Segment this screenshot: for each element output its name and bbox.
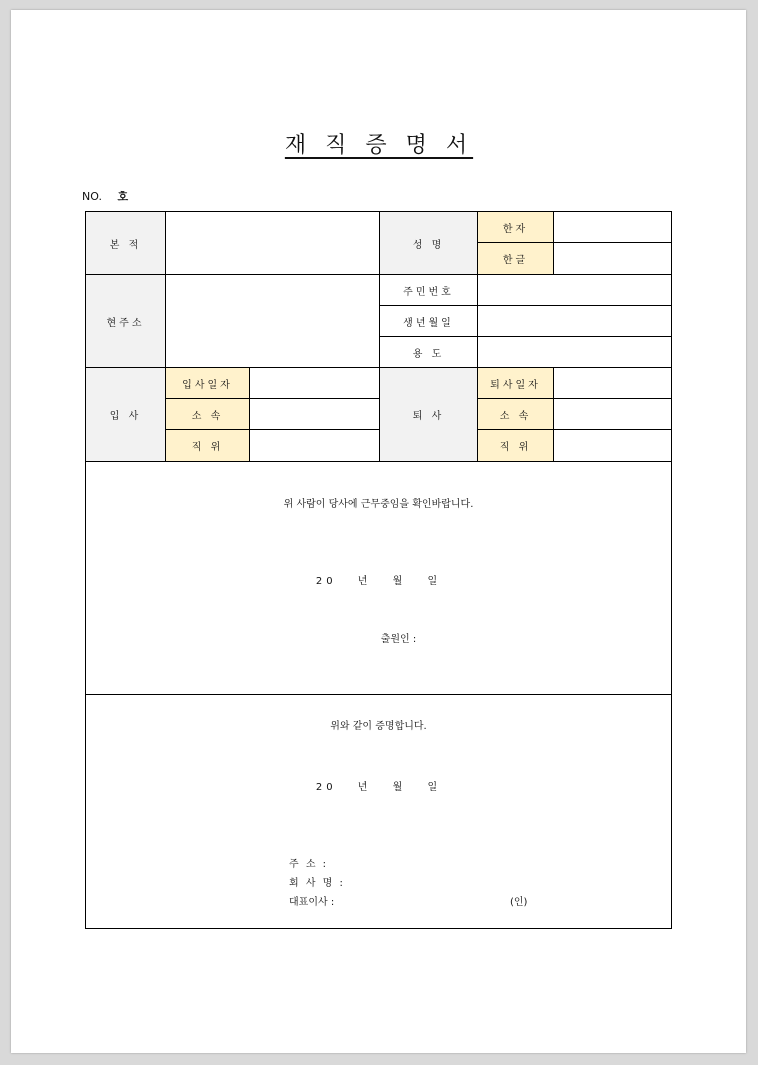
cert-text: 위와 같이 증명합니다. [330, 721, 427, 732]
field-entry-date[interactable] [250, 368, 380, 399]
cert-address-label: 주 소 : [289, 859, 329, 870]
request-date: 20 년 월 일 [315, 576, 442, 587]
label-hanja: 한자 [478, 212, 554, 243]
field-entry-position[interactable] [250, 430, 380, 462]
seal-mark: (인) [510, 897, 528, 908]
field-purpose[interactable] [478, 337, 672, 368]
request-text: 위 사람이 당사에 근무중임을 확인바랍니다. [283, 499, 474, 510]
field-birth[interactable] [478, 306, 672, 337]
label-hangul: 한글 [478, 243, 554, 275]
cert-ceo-label: 대표이사 : [289, 897, 335, 908]
label-exit-position: 직 위 [478, 430, 554, 462]
field-exit-date[interactable] [554, 368, 672, 399]
cert-date: 20 년 월 일 [315, 782, 442, 793]
field-hanja[interactable] [554, 212, 672, 243]
label-bonjeok: 본 적 [86, 212, 166, 275]
certificate-table [85, 211, 672, 929]
label-entry-dept: 소 속 [166, 399, 250, 430]
label-resident-no: 주민번호 [380, 275, 478, 306]
cert-company-label: 회 사 명 : [289, 878, 345, 889]
field-exit-position[interactable] [554, 430, 672, 462]
label-entry-date: 입사일자 [166, 368, 250, 399]
label-entry: 입 사 [86, 368, 166, 462]
field-entry-dept[interactable] [250, 399, 380, 430]
request-section [86, 462, 671, 695]
label-entry-position: 직 위 [166, 430, 250, 462]
doc-no-suffix: 호 [117, 190, 129, 203]
field-exit-dept[interactable] [554, 399, 672, 430]
label-name: 성 명 [380, 212, 478, 275]
field-bonjeok[interactable] [166, 212, 380, 275]
field-hangul[interactable] [554, 243, 672, 275]
field-address[interactable] [166, 275, 380, 368]
label-address: 현주소 [86, 275, 166, 368]
doc-no-label: NO. [82, 190, 102, 203]
certification-section [86, 695, 671, 929]
label-birth: 생년월일 [380, 306, 478, 337]
applicant-label: 출원인 : [380, 634, 417, 645]
label-exit-dept: 소 속 [478, 399, 554, 430]
document-title: 재 직 증 명 서 [284, 133, 474, 158]
field-resident-no[interactable] [478, 275, 672, 306]
label-purpose: 용 도 [380, 337, 478, 368]
label-exit-date: 퇴사일자 [478, 368, 554, 399]
label-exit: 퇴 사 [380, 368, 478, 462]
document-number [82, 188, 128, 204]
